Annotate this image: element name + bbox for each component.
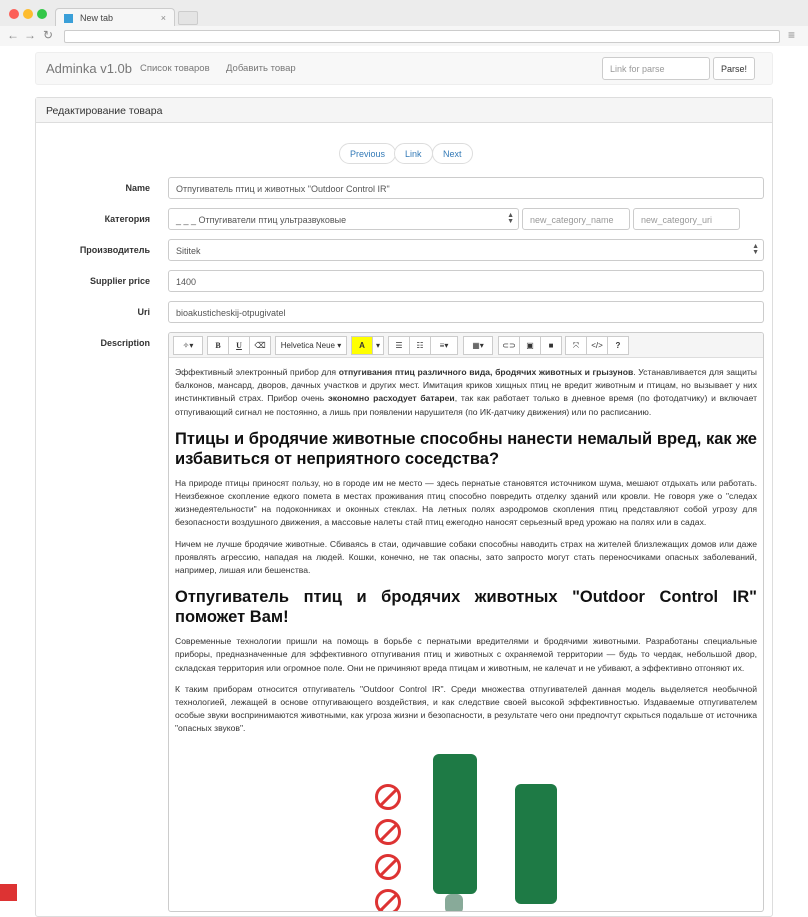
link-button[interactable]: Link: [394, 143, 433, 164]
font-family-dropdown[interactable]: Helvetica Neue ▾: [275, 336, 347, 355]
brand[interactable]: Adminka v1.0b: [46, 61, 132, 76]
manufacturer-label: Производитель: [79, 245, 150, 255]
highlight-color-button[interactable]: A: [351, 336, 373, 355]
navbar: [35, 52, 773, 85]
device-small: [515, 784, 557, 904]
product-image[interactable]: [175, 744, 757, 904]
editor-toolbar: [169, 333, 763, 358]
name-input[interactable]: Отпугиватель птиц и животных "Outdoor Control IR": [168, 177, 764, 199]
favicon-icon: [64, 14, 73, 23]
address-bar[interactable]: [64, 30, 780, 43]
manufacturer-select[interactable]: [168, 239, 764, 261]
link-icon[interactable]: ⊂⊃: [498, 336, 520, 355]
video-icon[interactable]: ■: [540, 336, 562, 355]
tab-close-icon[interactable]: ×: [160, 13, 166, 23]
next-button[interactable]: Next: [432, 143, 473, 164]
help-button[interactable]: ?: [607, 336, 629, 355]
category-select[interactable]: [168, 208, 519, 230]
table-icon[interactable]: ▦▾: [463, 336, 493, 355]
new-category-uri-input[interactable]: new_category_uri: [633, 208, 740, 230]
color-dropdown-icon[interactable]: ▾: [372, 336, 384, 355]
magic-style-icon[interactable]: ✧▾: [173, 336, 203, 355]
category-value: _ _ _ Отпугиватели птиц ультразвуковые: [176, 215, 347, 225]
fullscreen-icon[interactable]: ⤧: [565, 336, 587, 355]
description-label: Description: [100, 338, 150, 348]
reload-icon[interactable]: ↻: [43, 28, 54, 42]
tab-title: New tab: [80, 13, 114, 23]
minimize-window-button[interactable]: [23, 9, 33, 19]
code-view-button[interactable]: </>: [586, 336, 608, 355]
heading-2: Отпугиватель птиц и бродячих животных "Outdoor Control IR" поможет Вам!: [175, 588, 757, 627]
maximize-window-button[interactable]: [37, 9, 47, 19]
paragraph-2: На природе птицы приносят пользу, но в городе им не место — здесь пернатые становятся источником шума, мешают отдыхать или работать. Неизбежное скопление едкого помета в местах проживания птиц способно повредить отделку зданий или кровли. Не говоря уже о "следах жизнедеятельности" на подоконниках и оконных стеклах. На летных полях аэродромов скопления птиц представляют собой угрозу для безопасности воздушного движения, а массовые налеты стай птиц ежегодно наносят серьезный вред урожаю на полях или в садах.: [175, 477, 757, 528]
name-label: Name: [125, 183, 150, 193]
browser-tab[interactable]: [55, 8, 175, 28]
unordered-list-icon[interactable]: ☰: [388, 336, 410, 355]
eraser-icon[interactable]: ⌫: [249, 336, 271, 355]
new-tab-button[interactable]: [178, 11, 198, 25]
underline-button[interactable]: U: [228, 336, 250, 355]
new-category-name-input[interactable]: new_category_name: [522, 208, 630, 230]
supplier-price-input[interactable]: 1400: [168, 270, 764, 292]
paragraph-align-icon[interactable]: ≡▾: [430, 336, 458, 355]
manufacturer-value: Sititek: [176, 246, 201, 256]
back-icon[interactable]: ←: [7, 28, 19, 42]
ordered-list-icon[interactable]: ☷: [409, 336, 431, 355]
parse-button[interactable]: Parse!: [713, 57, 755, 80]
previous-button[interactable]: Previous: [339, 143, 396, 164]
no-rodent-icon: [375, 889, 401, 912]
supplier-price-label: Supplier price: [89, 276, 150, 286]
uri-input[interactable]: bioakusticheskij-otpugivatel: [168, 301, 764, 323]
uri-label: Uri: [137, 307, 150, 317]
paragraph-5: К таким приборам относится отпугиватель "Outdoor Control IR". Среди множества отпугивателей данная модель выделяется необычной технологией, лежащей в основе отпугивающего воздействия, и как следствие своей высокой эффективностью. Издаваемые отпугивателем особые звуки воспринимаются животными, как угроза жизни и безопасности, в результате чего они предпочтут скрыться подальше от источника "опасных звуков".: [175, 683, 757, 734]
heading-1: Птицы и бродячие животные способны нанести немалый вред, как же избавиться от неприятного соседства?: [175, 429, 757, 468]
panel-title: Редактирование товара: [36, 98, 772, 123]
watermark-logo: [0, 884, 17, 901]
description-editor[interactable]: [168, 332, 764, 912]
device-large: [433, 754, 477, 894]
picture-icon[interactable]: ▣: [519, 336, 541, 355]
intro-paragraph: Эффективный электронный прибор для отпугивания птиц различного вида, бродячих животных и грызунов. Устанавливается для защиты балконов, мансард, дворов, дачных участков и других мест. Имитация криков хищных птиц не вредит животным и птицам, но вызывает у них инстинктивный страх. Прибор очень экономно расходует батареи, так как работает только в дневное время (по фотодатчику) и включает отпугивающий сигнал не постоянно, а лишь при появлении нарушителя (по ИК-датчику движения) или по расписанию.: [175, 367, 757, 417]
paragraph-4: Современные технологии пришли на помощь в борьбе с пернатыми вредителями и бродячими животными. Разработаны специальные приборы, предназначенные для эффективного отпугивания птиц и животных с охраняемой территории — будь то чердак, небольшой двор, складская территория или огромное поле. Они не причиняют вреда птицам и животным, не калечат и не убивают, а эффективно отгоняют их.: [175, 636, 757, 673]
paragraph-3: Ничем не лучше бродячие животные. Сбиваясь в стаи, одичавшие собаки способны наводить страх на жителей близлежащих домов или даже проявлять агрессию, нападая на людей. Кошки, конечно, не так опасны, зато запросто могут стать переносчиками опасных заболеваний, например, лишая или бешенства.: [175, 538, 757, 576]
browser-chrome: [0, 0, 808, 46]
select-arrows-icon: ▲ ▼: [507, 212, 514, 225]
editor-content[interactable]: [169, 358, 763, 912]
nav-add-product[interactable]: Добавить товар: [226, 63, 296, 74]
parse-link-input[interactable]: Link for parse: [602, 57, 710, 80]
forward-icon[interactable]: →: [24, 28, 36, 42]
device-stake: [445, 894, 463, 912]
nav-product-list[interactable]: Список товаров: [140, 63, 210, 74]
select-arrows-icon: ▲ ▼: [752, 243, 759, 256]
no-bird-icon: [375, 854, 401, 880]
no-cat-icon: [375, 819, 401, 845]
close-window-button[interactable]: [9, 9, 19, 19]
bold-button[interactable]: B: [207, 336, 229, 355]
category-label: Категория: [104, 214, 150, 224]
menu-icon[interactable]: ≡: [788, 28, 796, 42]
no-dog-icon: [375, 784, 401, 810]
